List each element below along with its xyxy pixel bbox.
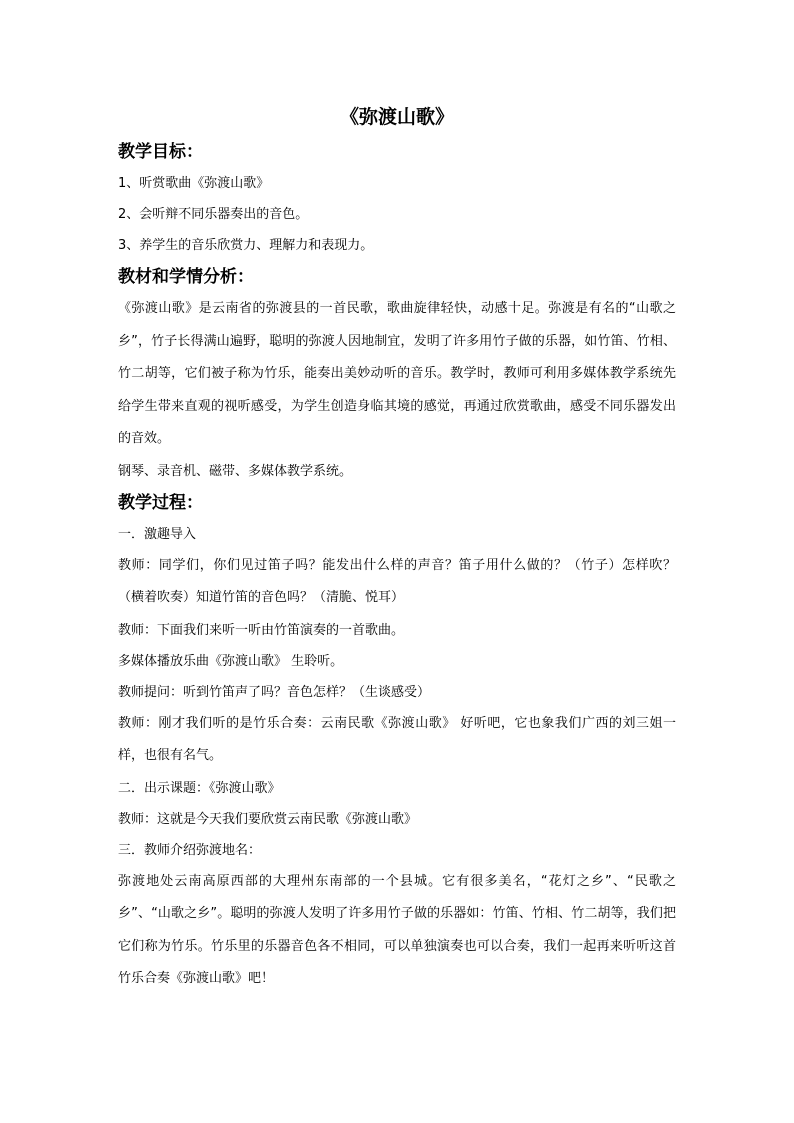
dialog-6: 教师：这就是今天我们要欣赏云南民歌《弥渡山歌》 (118, 811, 418, 827)
goal-item-1: 1、听赏歌曲《弥渡山歌》 (118, 176, 270, 191)
document-page (118, 100, 676, 996)
dialog-3: 多媒体播放乐曲《弥渡山歌》 生聆听。 (118, 653, 344, 669)
step-3-title: 三．教师介绍弥渡地名： (118, 842, 262, 858)
dialog-1: 教师：同学们，你们见过笛子吗？能发出什么样的声音？笛子用什么做的？（竹子）怎样吹？（横着吹奏）知道竹笛的音色吗？（清脆、悦耳） (118, 557, 676, 605)
section-heading-goals: 教学目标： (118, 142, 203, 162)
goal-item-3: 3、养学生的音乐欣赏力、理解力和表现力。 (118, 238, 374, 253)
step-2-title: 二．出示课题：《弥渡山歌》 (118, 780, 281, 796)
materials-line: 钢琴、录音机、磁带、多媒体教学系统。 (118, 463, 353, 479)
dialog-2: 教师：下面我们来听一听由竹笛演奏的一首歌曲。 (118, 622, 405, 638)
dialog-4: 教师提问：听到竹笛声了吗？音色怎样？（生谈感受） (118, 684, 431, 700)
document-title: 《弥渡山歌》 (339, 106, 454, 128)
analysis-paragraph: 《弥渡山歌》是云南省的弥渡县的一首民歌，歌曲旋律轻快，动感十足。弥渡是有名的“山歌之乡”，竹子长得满山遍野，聪明的弥渡人因地制宜，发明了许多用竹子做的乐器，如竹笛、竹相、竹二胡等，它们被子称为竹乐，能奏出美妙动听的音乐。教学时，教师可利用多媒体教学系统先给学生带来直观的视听感受，为学生创造身临其境的感觉，再通过欣赏歌曲，感受不同乐器发出的音效。 (118, 301, 676, 446)
dialog-5: 教师：刚才我们听的是竹乐合奏：云南民歌《弥渡山歌》 好听吧，它也象我们广西的刘三姐一样，也很有名气。 (118, 715, 676, 763)
intro-paragraph: 弥渡地处云南高原西部的大理州东南部的一个县城。它有很多美名，“花灯之乡”、“民歌之乡”、“山歌之乡”。聪明的弥渡人发明了许多用竹子做的乐器如：竹笛、竹相、竹二胡等，我们把它们称为竹乐。竹乐里的乐器音色各不相同，可以单独演奏也可以合奏，我们一起再来听听这首竹乐合奏《弥渡山歌》吧！ (118, 873, 676, 986)
section-heading-analysis: 教材和学情分析： (118, 267, 254, 287)
goal-item-2: 2、会听辩不同乐器奏出的音色。 (118, 207, 309, 222)
step-1-title: 一．激趣导入 (118, 526, 197, 542)
section-heading-process: 教学过程： (118, 492, 203, 513)
